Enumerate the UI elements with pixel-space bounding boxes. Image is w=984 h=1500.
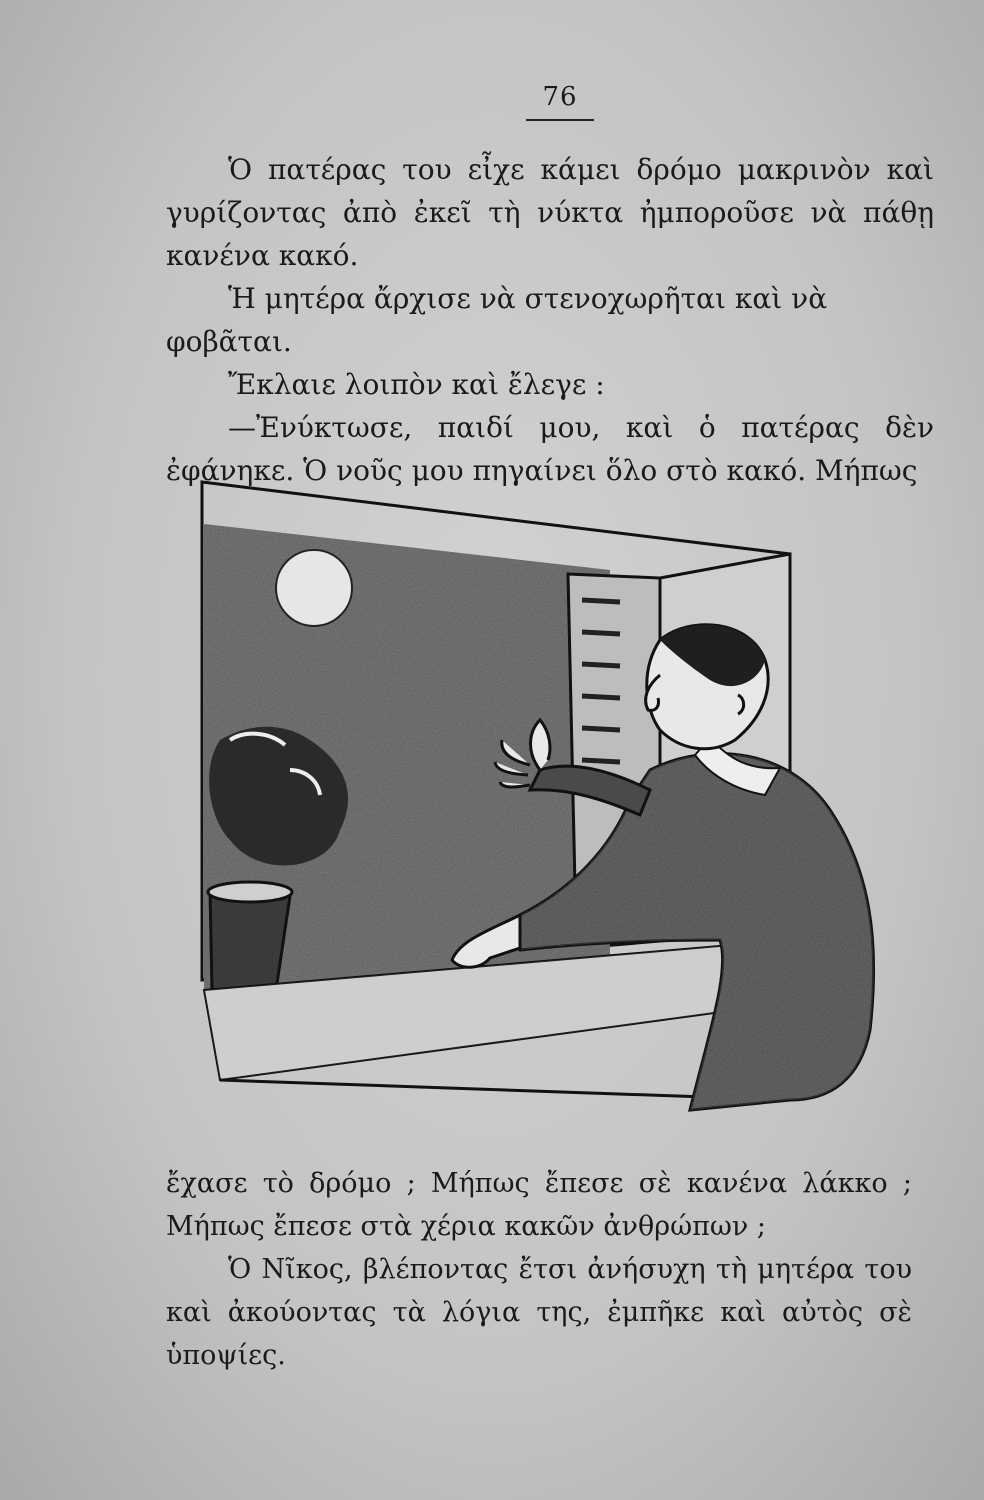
paragraph-father-journey: Ὁ πατέρας του εἶχε κάμει δρόμο μακρινὸν καὶ γυρίζοντας ἀπὸ ἐκεῖ τὴ νύκτα ἠμποροῦσε νὰ πάθῃ κανένα κακό.: [166, 153, 934, 272]
bottom-text-block: [166, 1162, 912, 1377]
illustration-boy-at-window: [190, 470, 890, 1120]
paragraph-mother-speech: —Ἐνύκτωσε, παιδί μου, καὶ ὁ πατέρας δὲν ἐφάνηκε. Ὁ νοῦς μου πηγαίνει ὅλο στὸ κακό. Μήπως: [166, 411, 934, 487]
page-number-rule: [526, 119, 594, 121]
paragraph-nikos-suspicion: Ὁ Νῖκος, βλέποντας ἔτσι ἀνήσυχη τὴ μητέρα του καὶ ἀκούοντας τὰ λόγια της, ἐμπῆκε καὶ αὐτὸς σὲ ὑποψίες.: [166, 1254, 912, 1371]
moon: [276, 550, 352, 626]
top-text-block: [166, 148, 934, 492]
page-number: 76: [542, 82, 578, 112]
paragraph-mother-worried: Ἡ μητέρα ἄρχισε νὰ στενοχωρῆται καὶ νὰ φοβᾶται.: [166, 282, 828, 358]
paragraph-mother-questions: ἔχασε τὸ δρόμο ; Μήπως ἔπεσε σὲ κανένα λάκκο ; Μήπως ἔπεσε στὰ χέρια κακῶν ἀνθρώπων ;: [166, 1168, 912, 1242]
paragraph-mother-cried: Ἔκλαιε λοιπὸν καὶ ἔλεγε :: [228, 368, 605, 401]
